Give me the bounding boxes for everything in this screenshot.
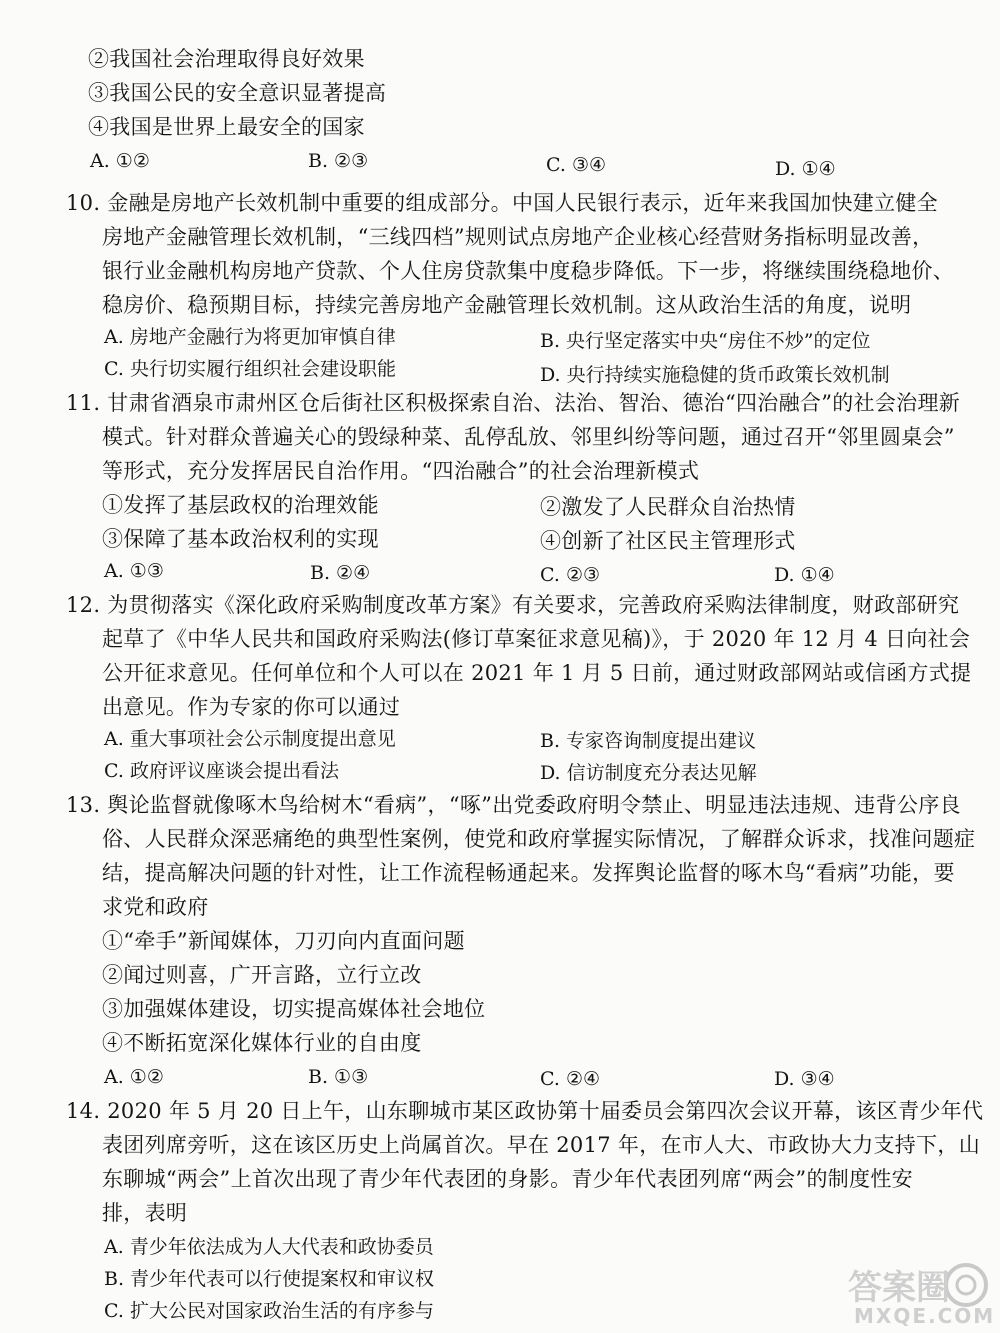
q12-option-b[interactable]: B. 专家咨询制度提出建议 [540,730,757,752]
logo-text: 答案圈 [848,1268,950,1308]
q14-option-c[interactable]: C. 扩大公民对国家政治生活的有序参与 [104,1300,434,1322]
q11-option-a[interactable]: A. ①③ [104,560,164,582]
q12-stem-line-3: 公开征求意见。任何单位和个人可以在 2021 年 1 月 5 日前，通过财政部网站或信函方式提 [102,661,972,685]
q10-stem-line-2: 房地产金融管理长效机制，“三线四档”规则试点房地产企业核心经营财务指标明显改善， [102,225,934,249]
q10-option-d[interactable]: D. 央行持续实施稳健的货币政策长效机制 [540,364,890,386]
q13-option-d[interactable]: D. ③④ [774,1068,835,1090]
q14-stem-line-4: 排，表明 [102,1201,188,1225]
q14-option-a[interactable]: A. 青少年依法成为人大代表和政协委员 [104,1236,434,1258]
q13-stem-line-4: 求党和政府 [102,895,209,919]
q13-item-1: ①“牵手”新闻媒体，刀刃向内直面问题 [102,929,465,953]
answer-circle-logo-icon [844,1259,992,1327]
q12-option-c[interactable]: C. 政府评议座谈会提出看法 [104,760,339,782]
q13-option-c[interactable]: C. ②④ [540,1068,601,1090]
q11-item-2: ②激发了人民群众自治热情 [540,495,796,519]
q13-stem-line-2: 俗、人民群众深恶痛绝的典型性案例，使党和政府掌握实际情况，了解群众诉求，找准问题症 [102,827,976,851]
q12-option-d[interactable]: D. 信访制度充分表达见解 [540,762,757,784]
q9-option-b[interactable]: B. ②③ [308,150,369,172]
q9-option-c[interactable]: C. ③④ [546,154,607,176]
logo-url: MXQE.COM [854,1304,992,1327]
q13-stem-line-1: 13. 舆论监督就像啄木鸟给树木“看病”，“啄”出党委政府明令禁止、明显违法违规、违背公序良 [66,793,961,817]
q9-item-4: ④我国是世界上最安全的国家 [88,115,365,139]
q10-option-c[interactable]: C. 央行切实履行组织社会建设职能 [104,358,396,380]
q11-option-d[interactable]: D. ①④ [774,564,835,586]
q10-stem-line-3: 银行业金融机构房地产贷款、个人住房贷款集中度稳步降低。下一步，将继续围绕稳地价、 [102,259,954,283]
q14-stem-line-1: 14. 2020 年 5 月 20 日上午，山东聊城市某区政协第十届委员会第四次会议开幕，该区青少年代 [66,1099,984,1123]
q12-stem-line-1: 12. 为贯彻落实《深化政府采购制度改革方案》有关要求，完善政府采购法律制度，财政部研究 [66,593,960,617]
q10-option-b[interactable]: B. 央行坚定落实中央“房住不炒”的定位 [540,330,871,352]
q11-option-c[interactable]: C. ②③ [540,564,601,586]
q13-option-b[interactable]: B. ①③ [308,1066,369,1088]
q9-item-2: ②我国社会治理取得良好效果 [88,47,365,71]
q10-option-a[interactable]: A. 房地产金融行为将更加审慎自律 [104,326,396,348]
q12-stem-line-2: 起草了《中华人民共和国政府采购法(修订草案征求意见稿)》，于 2020 年 12 月 4 日向社会 [102,627,971,651]
q12-option-a[interactable]: A. 重大事项社会公示制度提出意见 [104,728,396,750]
q11-item-4: ④创新了社区民主管理形式 [540,529,796,553]
q11-item-1: ①发挥了基层政权的治理效能 [102,493,379,517]
q9-option-a[interactable]: A. ①② [90,150,150,172]
q13-stem-line-3: 结，提高解决问题的针对性，让工作流程畅通起来。发挥舆论监督的啄木鸟“看病”功能，要 [102,861,955,885]
q12-stem-line-4: 出意见。作为专家的你可以通过 [102,695,401,719]
q14-option-b[interactable]: B. 青少年代表可以行使提案权和审议权 [104,1268,435,1290]
q13-item-2: ②闻过则喜，广开言路，立行立改 [102,963,422,987]
q11-item-3: ③保障了基本政治权利的实现 [102,527,379,551]
q9-item-3: ③我国公民的安全意识显著提高 [88,81,387,105]
q13-item-3: ③加强媒体建设，切实提高媒体社会地位 [102,997,486,1021]
q13-item-4: ④不断拓宽深化媒体行业的自由度 [102,1031,422,1055]
q14-stem-line-3: 东聊城“两会”上首次出现了青少年代表团的身影。青少年代表团列席“两会”的制度性安 [102,1167,913,1191]
watermark-logo [844,1259,992,1327]
q11-stem-line-3: 等形式，充分发挥居民自治作用。“四治融合”的社会治理新模式 [102,459,700,483]
q10-stem-line-1: 10. 金融是房地产长效机制中重要的组成部分。中国人民银行表示，近年来我国加快建立健全 [66,191,938,215]
q13-option-a[interactable]: A. ①② [104,1066,164,1088]
q11-stem-line-2: 模式。针对群众普遍关心的毁绿种菜、乱停乱放、邻里纠纷等问题，通过召开“邻里圆桌会” [102,425,955,449]
q10-stem-line-4: 稳房价、稳预期目标，持续完善房地产金融管理长效机制。这从政治生活的角度，说明 [102,293,912,317]
q11-option-b[interactable]: B. ②④ [310,562,371,584]
q9-option-d[interactable]: D. ①④ [775,158,836,180]
q11-stem-line-1: 11. 甘肃省酒泉市肃州区仓后街社区积极探索自治、法治、智治、德治“四治融合”的社会治理新 [66,391,961,415]
q14-stem-line-2: 表团列席旁听，这在该区历史上尚属首次。早在 2017 年，在市人大、市政协大力支持下，山 [102,1133,980,1157]
